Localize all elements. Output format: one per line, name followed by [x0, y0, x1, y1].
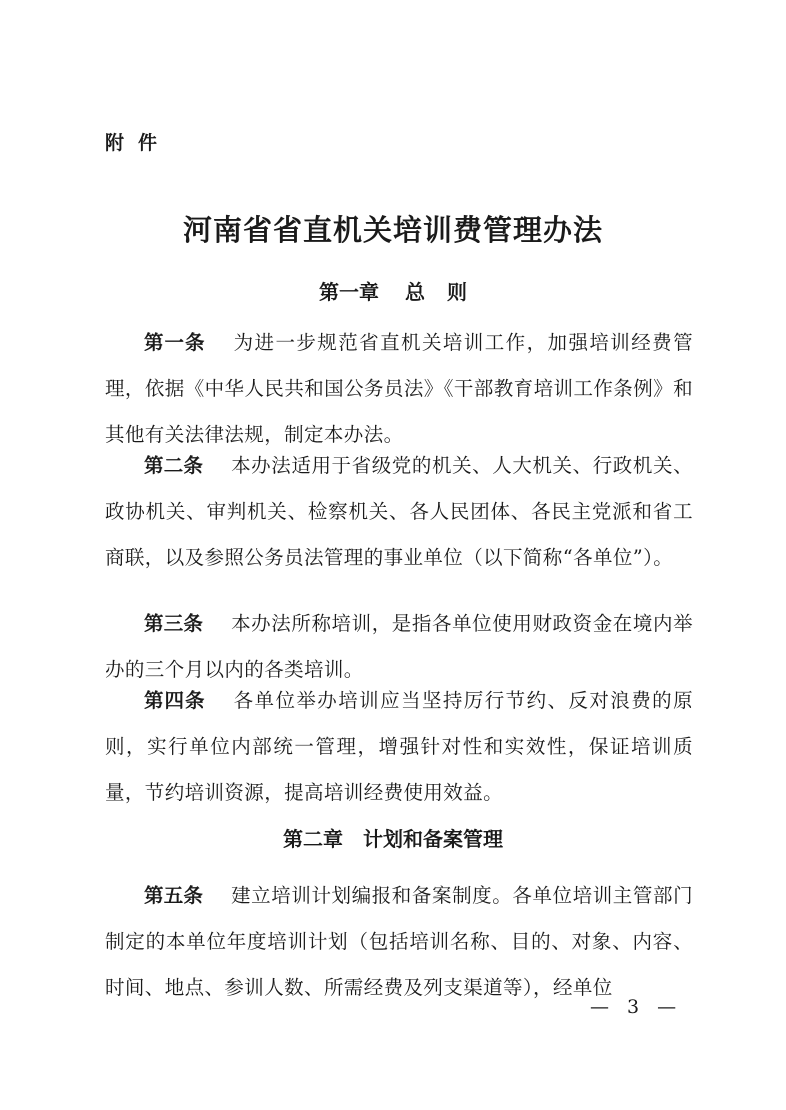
chapter-2-name: 计划和备案管理: [363, 827, 503, 851]
chapter-2-heading: [0, 823, 786, 852]
article-1-label: 第一条: [144, 331, 206, 354]
page-number: — 3 —: [590, 996, 683, 1018]
article-3-text: 本办法所称培训，是指各单位使用财政资金在境内举办的三个月以内的各类培训。: [105, 612, 693, 681]
article-1-text: 为进一步规范省直机关培训工作，加强培训经费管理，依据《中华人民共和国公务员法》《干部教育培训工作条例》和其他有关法律法规，制定本办法。: [105, 331, 693, 446]
chapter-1-heading: [0, 276, 786, 305]
article-4: [105, 678, 693, 816]
article-4-text: 各单位举办培训应当坚持厉行节约、反对浪费的原则，实行单位内部统一管理，增强针对性和实效性，保证培训质量，节约培训资源，提高培训经费使用效益。: [105, 689, 693, 804]
chapter-1-name: 总则: [405, 280, 489, 304]
attachment-label: 附件: [105, 132, 172, 154]
article-5: [105, 873, 693, 1011]
chapter-1-number: 第一章: [319, 280, 379, 304]
article-5-label: 第五条: [144, 884, 204, 907]
article-4-label: 第四条: [144, 689, 206, 712]
article-5-text: 建立培训计划编报和备案制度。各单位培训主管部门制定的本单位年度培训计划（包括培训名称、目的、对象、内容、时间、地点、参训人数、所需经费及列支渠道等），经单位: [105, 884, 693, 999]
chapter-2-number: 第二章: [283, 827, 343, 851]
article-2-label: 第二条: [144, 454, 204, 477]
article-1: [105, 320, 693, 458]
article-2: [105, 443, 693, 581]
document-title: 河南省省直机关培训费管理办法: [182, 213, 603, 247]
article-2-text: 本办法适用于省级党的机关、人大机关、行政机关、政协机关、审判机关、检察机关、各人民团体、各民主党派和省工商联，以及参照公务员法管理的事业单位（以下简称“各单位”）。: [105, 454, 693, 569]
article-3-label: 第三条: [144, 612, 204, 635]
